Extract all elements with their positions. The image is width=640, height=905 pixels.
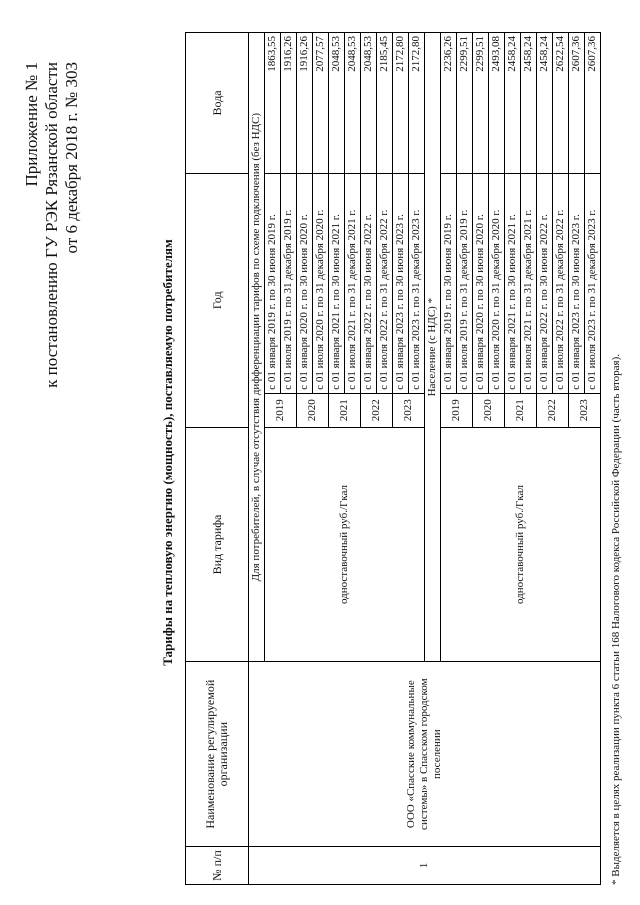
period-cell: с 01 июля 2023 г. по 31 декабря 2023 г. [585,173,601,393]
period-cell: с 01 июля 2020 г. по 31 декабря 2020 г. [313,173,329,393]
header-num: № п/п [186,847,249,885]
water-value-cell: 2048,53 [329,33,345,174]
year-cell: 2022 [361,393,393,427]
year-cell: 2019 [265,393,297,427]
footnote: * Выделяется в целях реализации пункта 6 статьи 168 Налогового кодекса Российской Федерации (часть вторая). [610,353,622,885]
water-value-cell: 2622,54 [553,33,569,174]
year-cell: 2020 [473,393,505,427]
period-cell: с 01 января 2020 г. по 30 июня 2020 г. [473,173,489,393]
document-title: Тарифы на тепловую энергию (мощность), поставляемую потребителям [160,239,175,666]
period-cell: с 01 июля 2021 г. по 31 декабря 2021 г. [345,173,361,393]
tariff-type-cell: одноставочный руб./Гкал [265,427,425,662]
water-value-cell: 2493,08 [489,33,505,174]
water-value-cell: 2172,80 [409,33,425,174]
period-cell: с 01 января 2021 г. по 30 июня 2021 г. [505,173,521,393]
water-value-cell: 1916,26 [281,33,297,174]
appendix-header [22,62,82,388]
period-cell: с 01 июля 2023 г. по 31 декабря 2023 г. [409,173,425,393]
period-cell: с 01 июля 2019 г. по 31 декабря 2019 г. [457,173,473,393]
water-value-cell: 2299,51 [473,33,489,174]
water-value-cell: 2185,45 [377,33,393,174]
section-label: Для потребителей, в случае отсутствия дифференциации тарифов по схеме подключения (без НДС) [249,33,265,662]
water-value-cell: 2607,36 [569,33,585,174]
water-value-cell: 2458,24 [505,33,521,174]
water-value-cell: 2607,36 [585,33,601,174]
period-cell: с 01 января 2023 г. по 30 июня 2023 г. [569,173,585,393]
header-org: Наименование регулируемой организации [186,662,249,847]
water-value-cell: 2172,80 [393,33,409,174]
row-number: 1 [249,847,601,885]
year-cell: 2023 [569,393,601,427]
period-cell: с 01 июля 2019 г. по 31 декабря 2019 г. [281,173,297,393]
year-cell: 2023 [393,393,425,427]
section-label: Население (с НДС) * [425,33,441,662]
water-value-cell: 1916,26 [297,33,313,174]
period-cell: с 01 января 2023 г. по 30 июня 2023 г. [393,173,409,393]
header-water: Вода [186,33,249,174]
appendix-number: Приложение № 1 [22,62,41,187]
year-cell: 2021 [505,393,537,427]
organization-name: ООО «Спасские коммунальные системы» в Спасском городском поселении [249,662,601,847]
period-cell: с 01 июля 2022 г. по 31 декабря 2022 г. [377,173,393,393]
resolution-date: от 6 декабря 2018 г. № 303 [62,62,81,254]
section-row [249,33,265,885]
year-cell: 2021 [329,393,361,427]
tariff-type-cell: одноставочный руб./Гкал [441,427,601,662]
period-cell: с 01 июля 2022 г. по 31 декабря 2022 г. [553,173,569,393]
water-value-cell: 2048,53 [361,33,377,174]
period-cell: с 01 июля 2021 г. по 31 декабря 2021 г. [521,173,537,393]
water-value-cell: 2077,57 [313,33,329,174]
tariff-table [185,32,601,885]
header-year: Год [186,173,249,427]
header-tariff-type: Вид тарифа [186,427,249,662]
period-cell: с 01 января 2019 г. по 30 июня 2019 г. [441,173,457,393]
water-value-cell: 2458,24 [537,33,553,174]
period-cell: с 01 января 2022 г. по 30 июня 2022 г. [537,173,553,393]
year-cell: 2019 [441,393,473,427]
period-cell: с 01 января 2020 г. по 30 июня 2020 г. [297,173,313,393]
year-cell: 2020 [297,393,329,427]
table-header-row [186,33,249,885]
period-cell: с 01 января 2021 г. по 30 июня 2021 г. [329,173,345,393]
period-cell: с 01 января 2019 г. по 30 июня 2019 г. [265,173,281,393]
water-value-cell: 1863,55 [265,33,281,174]
year-cell: 2022 [537,393,569,427]
period-cell: с 01 июля 2020 г. по 31 декабря 2020 г. [489,173,505,393]
period-cell: с 01 января 2022 г. по 30 июня 2022 г. [361,173,377,393]
water-value-cell: 2299,51 [457,33,473,174]
water-value-cell: 2048,53 [345,33,361,174]
table-body [249,33,601,885]
water-value-cell: 2236,26 [441,33,457,174]
water-value-cell: 2458,24 [521,33,537,174]
resolution-ref: к постановлению ГУ РЭК Рязанской области [42,62,61,388]
